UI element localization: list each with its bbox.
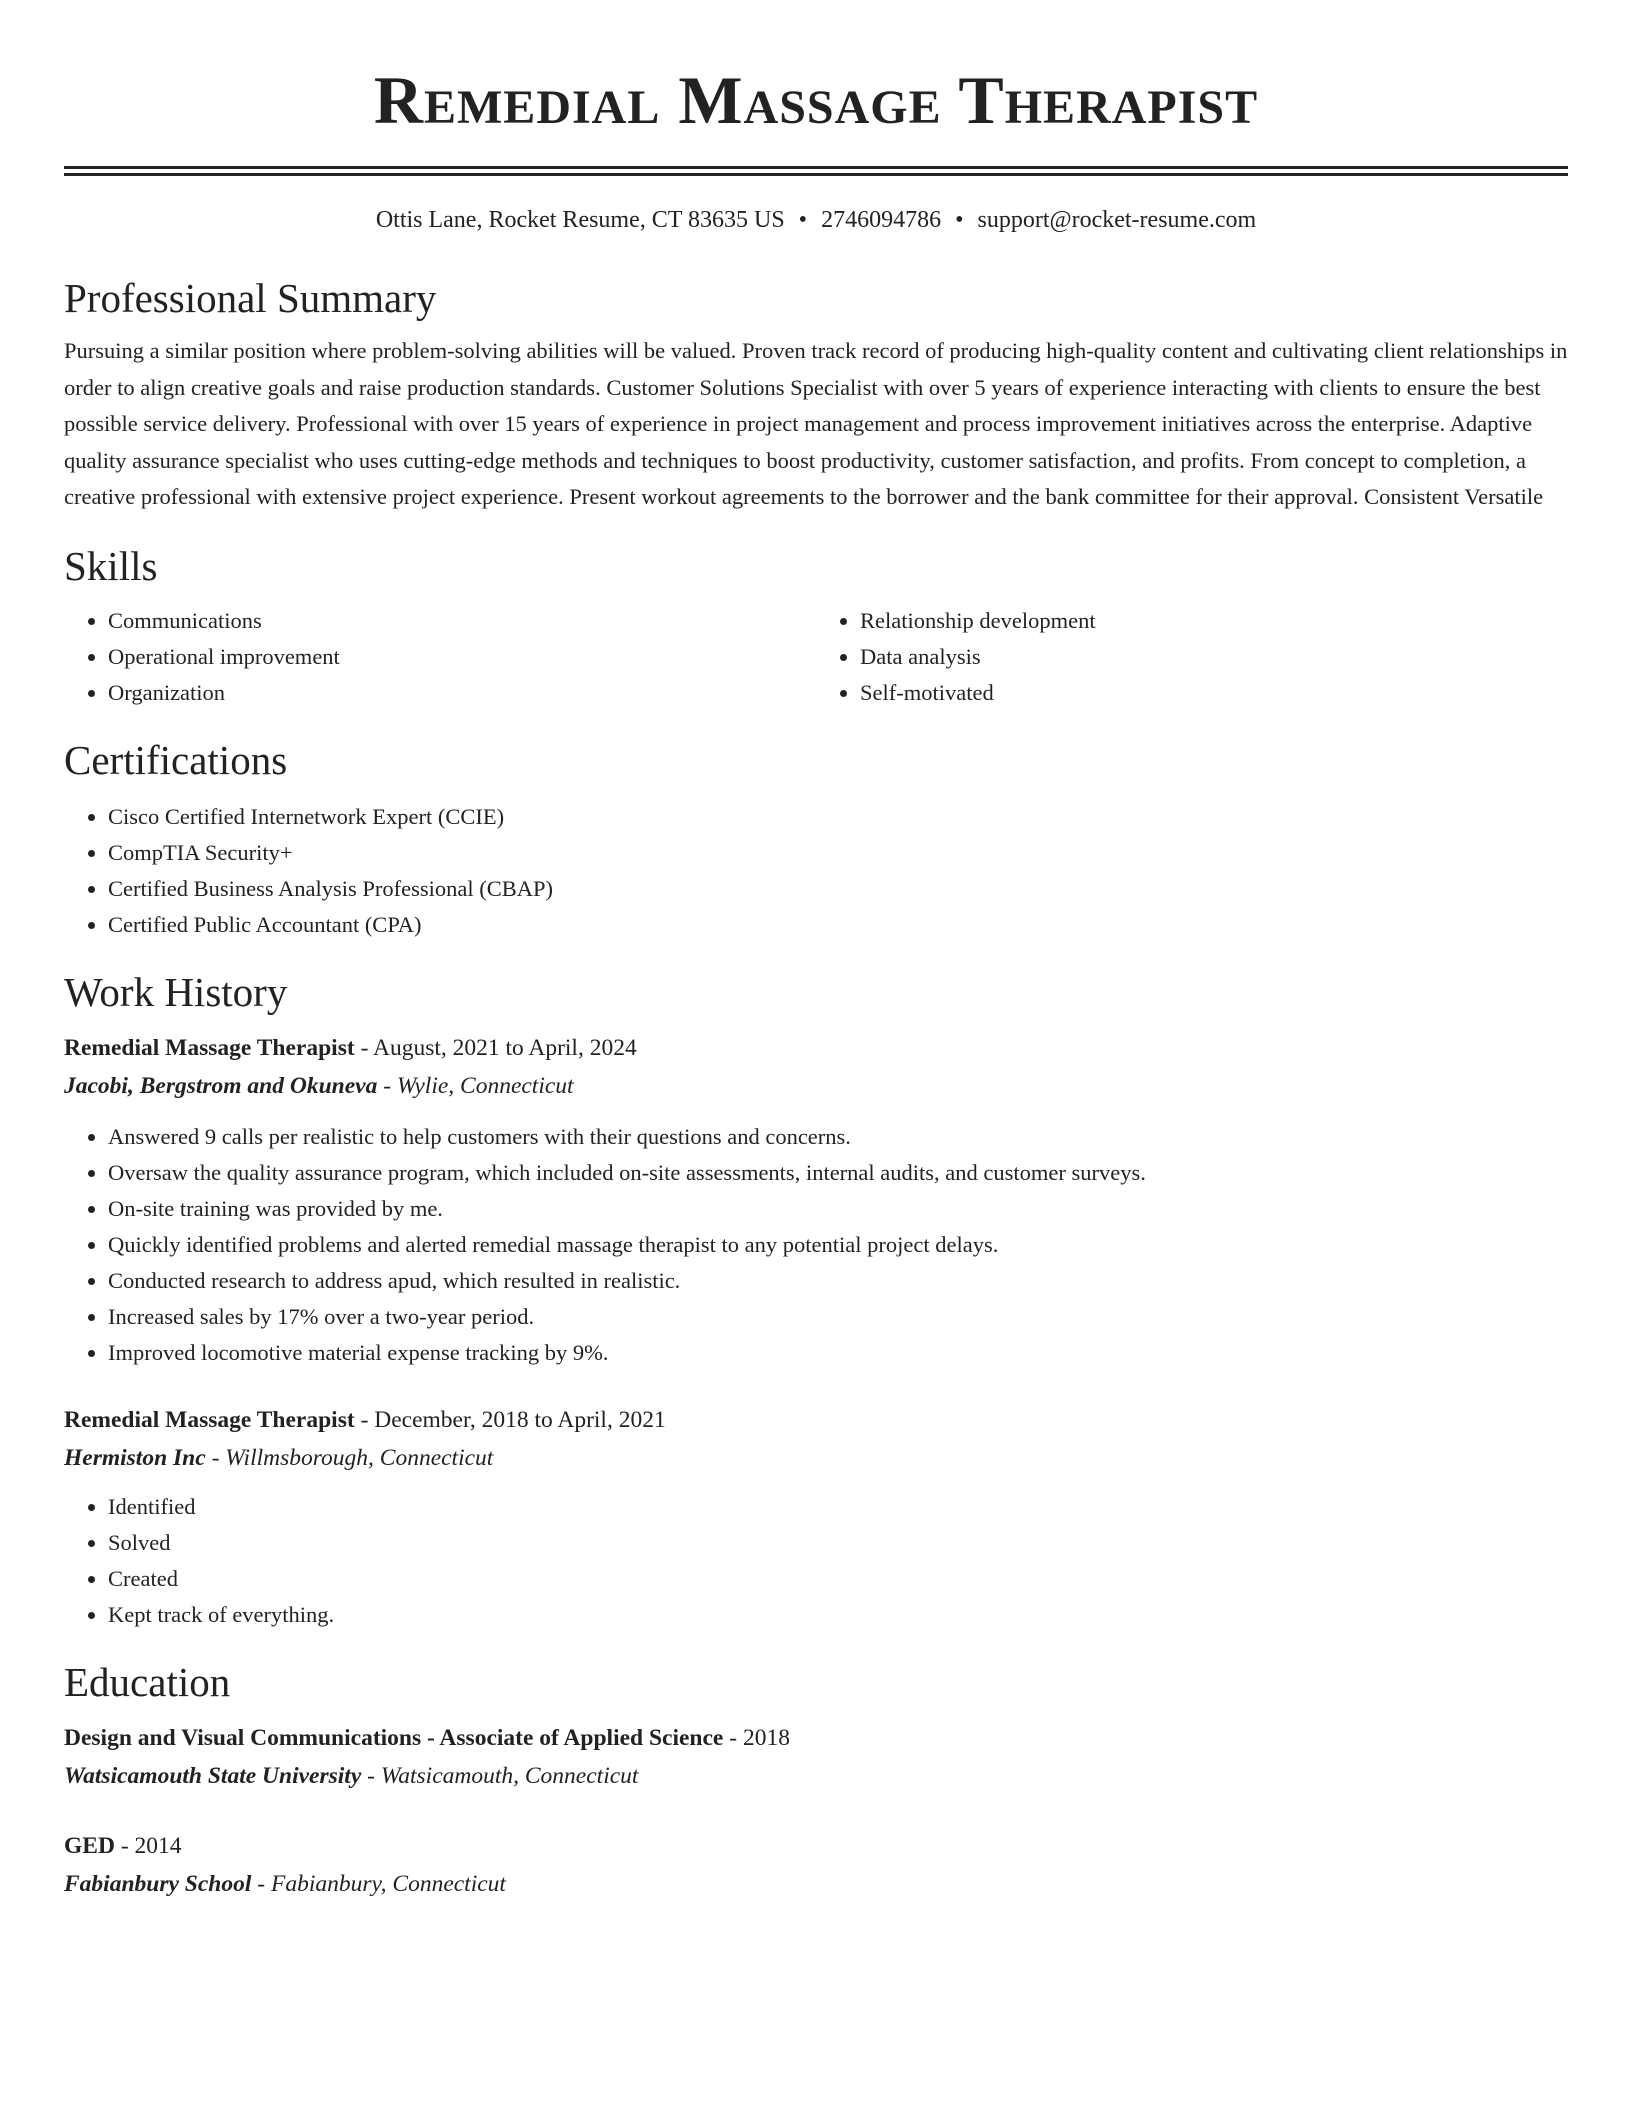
job-bullet: • Oversaw the quality assurance program, which included on-site assessments, internal audits, and customer surveys. <box>108 1155 1568 1191</box>
school: Fabianbury School <box>64 1870 252 1897</box>
job-bullets <box>64 1119 1568 1371</box>
certification-item: • Certified Public Accountant (CPA) <box>108 907 1568 943</box>
summary-heading: Professional Summary <box>64 275 437 321</box>
skill-item: • Relationship development <box>860 603 1568 639</box>
job-bullet: • Increased sales by 17% over a two-year period. <box>108 1299 1568 1335</box>
school-line <box>64 1865 1568 1903</box>
school: Watsicamouth State University <box>64 1762 362 1789</box>
job-bullet: • Answered 9 calls per realistic to help customers with their questions and concerns. <box>108 1119 1568 1155</box>
degree-line <box>64 1719 1568 1757</box>
job-dates: - August, 2021 to April, 2024 <box>354 1034 637 1061</box>
certification-item: • Certified Business Analysis Professional (CBAP) <box>108 871 1568 907</box>
job-company: Hermiston Inc <box>64 1444 206 1471</box>
contact-phone: 2746094786 <box>821 207 942 233</box>
school-location: - Watsicamouth, Connecticut <box>361 1762 639 1789</box>
education-entry <box>64 1827 1568 1903</box>
job-title-line <box>64 1029 1568 1067</box>
job-bullet: • Improved locomotive material expense tracking by 9%. <box>108 1335 1568 1371</box>
job-dates: - December, 2018 to April, 2021 <box>354 1406 666 1433</box>
certifications-heading: Certifications <box>64 736 288 783</box>
degree-year: - 2014 <box>114 1832 182 1859</box>
job-bullet: • Conducted research to address apud, which resulted in realistic. <box>108 1263 1568 1299</box>
skill-item: • Communications <box>108 603 816 639</box>
job-bullet: • Quickly identified problems and alerted remedial massage therapist to any potential project delays. <box>108 1227 1568 1263</box>
job-title-line <box>64 1401 1568 1439</box>
skills-heading: Skills <box>64 542 158 589</box>
certification-item: • Cisco Certified Internetwork Expert (CCIE) <box>108 799 1568 835</box>
job-bullet: • Created <box>108 1561 1568 1597</box>
certification-item: • CompTIA Security+ <box>108 835 1568 871</box>
contact-separator: • <box>798 207 808 233</box>
degree: Design and Visual Communications - Associate of Applied Science <box>64 1724 724 1751</box>
skill-item: • Data analysis <box>860 639 1568 675</box>
job-bullet: • Kept track of everything. <box>108 1597 1568 1633</box>
certifications-list <box>64 799 1568 943</box>
job-title: Remedial Massage Therapist <box>64 1034 355 1061</box>
job-entry <box>64 1029 1568 1105</box>
skill-item: • Self-motivated <box>860 675 1568 711</box>
job-bullets <box>64 1489 1568 1633</box>
skills-list <box>64 603 1568 711</box>
education-heading: Education <box>64 1658 231 1705</box>
school-location: - Fabianbury, Connecticut <box>251 1870 506 1897</box>
job-company-line <box>64 1439 1568 1477</box>
job-location: - Willmsborough, Connecticut <box>205 1444 494 1471</box>
degree-year: - 2018 <box>723 1724 790 1751</box>
job-company-line <box>64 1067 1568 1105</box>
summary-text: Pursuing a similar position where problem-solving abilities will be valued. Proven track record of producing high-quality content and cultivating client relationships in order to align creative goals and raise production standards. Customer Solutions Specialist with over 5 years of experience interacting with clients to ensure the best possible service delivery. Professional with over 15 years of experience in project management and process improvement initiatives across the enterprise. Adaptive quality assurance specialist who uses cutting-edge methods and techniques to boost productivity, customer satisfaction, and profits. From concept to completion, a creative professional with extensive project experience. Present workout agreements to the borrower and the bank committee for their approval. Consistent Versatile <box>64 338 1568 509</box>
skill-item: • Operational improvement <box>108 639 816 675</box>
title-double-rule <box>64 166 1568 176</box>
job-bullet: • Identified <box>108 1489 1568 1525</box>
skill-item: • Organization <box>108 675 816 711</box>
contact-line <box>64 204 1568 236</box>
work-history-heading: Work History <box>64 968 288 1015</box>
degree-line <box>64 1827 1568 1865</box>
skills-column-right <box>816 603 1568 711</box>
job-location: - Wylie, Connecticut <box>377 1072 574 1099</box>
skills-column-left <box>64 603 816 711</box>
job-bullet: • On-site training was provided by me. <box>108 1191 1568 1227</box>
job-bullet: • Solved <box>108 1525 1568 1561</box>
school-line <box>64 1757 1568 1795</box>
job-title: Remedial Massage Therapist <box>64 1406 355 1433</box>
degree: GED <box>64 1832 115 1859</box>
job-entry <box>64 1401 1568 1477</box>
job-company: Jacobi, Bergstrom and Okuneva <box>64 1072 378 1099</box>
contact-address: Ottis Lane, Rocket Resume, CT 83635 US <box>375 207 785 233</box>
education-entry <box>64 1719 1568 1795</box>
contact-email: support@rocket-resume.com <box>977 207 1257 233</box>
resume-title: Remedial Massage Therapist <box>373 62 1259 138</box>
contact-separator: • <box>955 207 964 233</box>
